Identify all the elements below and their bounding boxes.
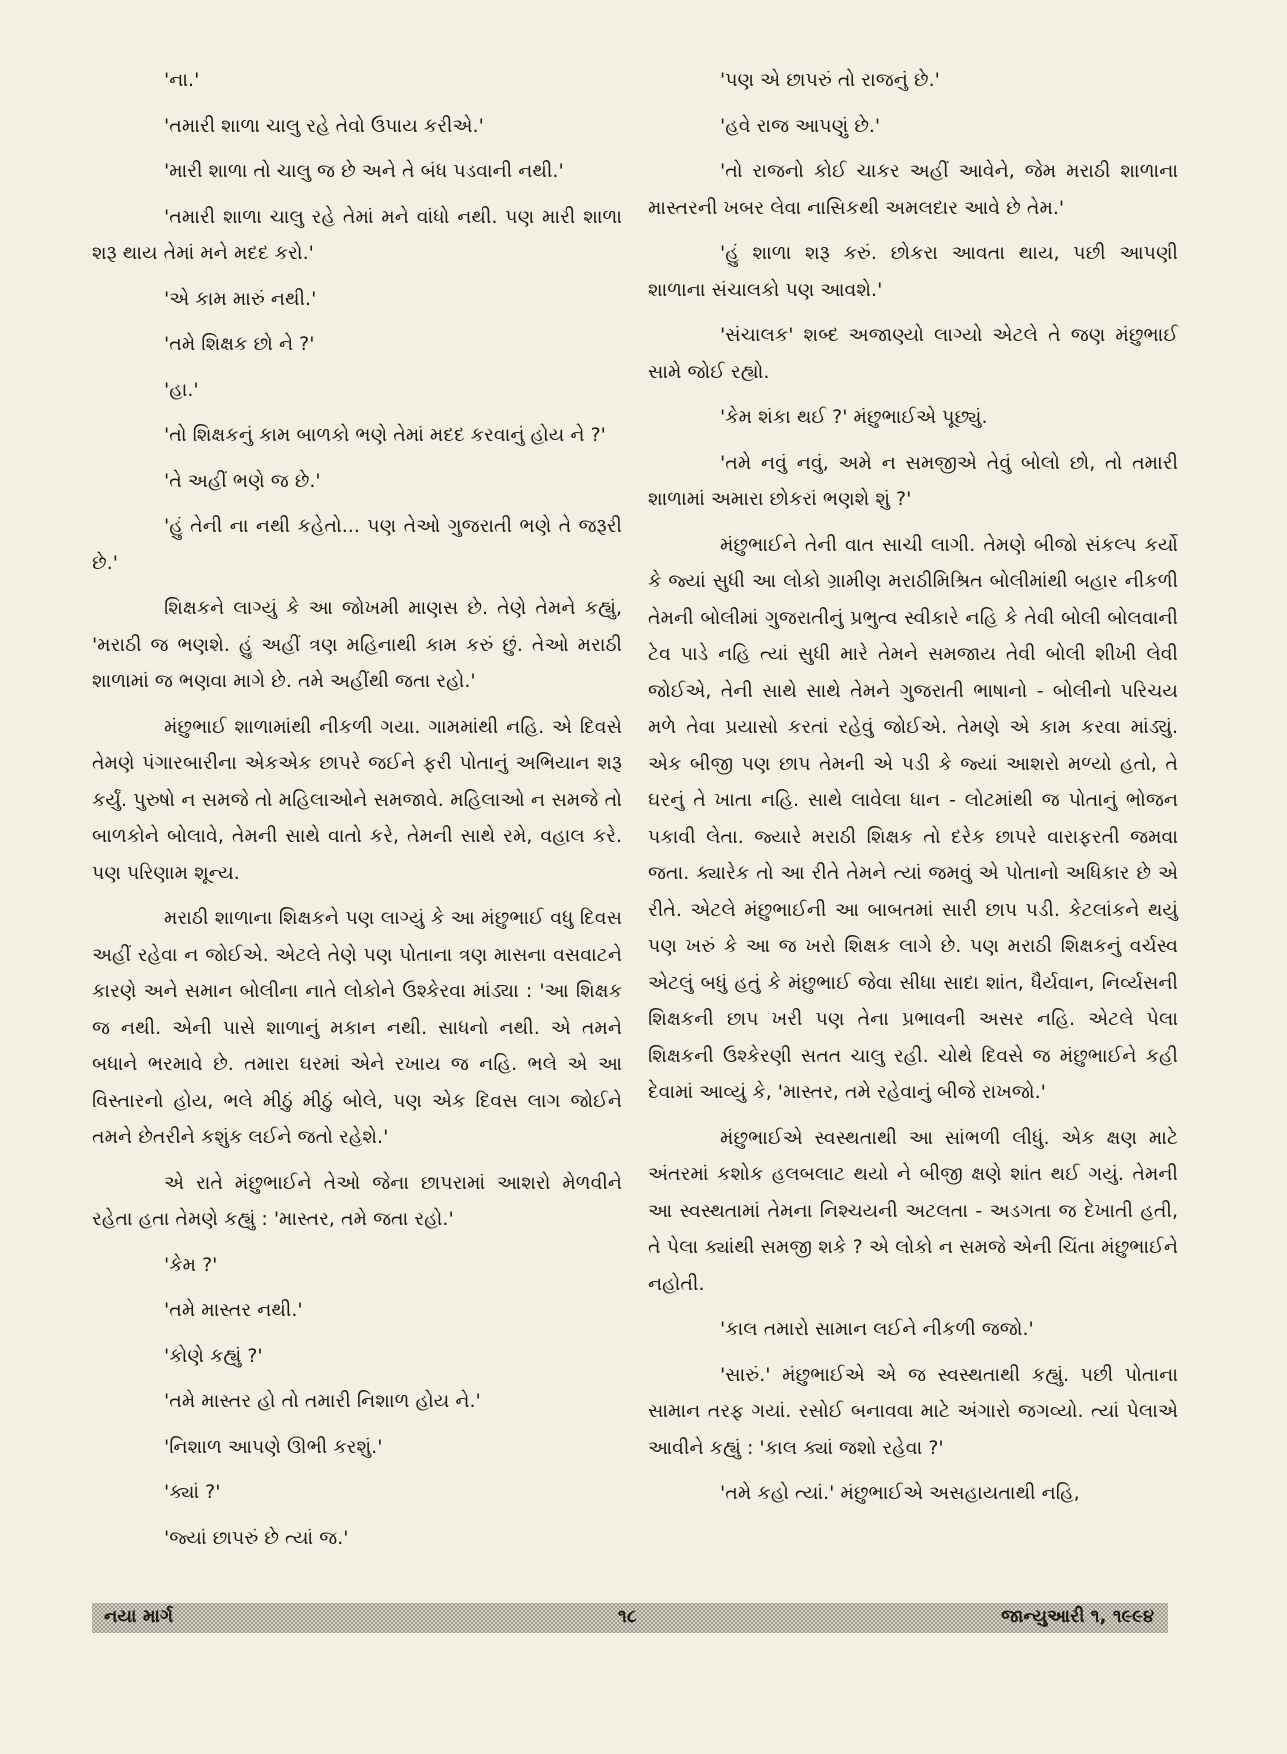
paragraph: 'તો રાજનો કોઈ ચાકર અહીં આવેને, જેમ મરાઠી શાળાના માસ્તરની ખબર લેવા નાસિકથી અમલદાર આવે છે તેમ.': [648, 160, 1178, 219]
paragraph: 'મારી શાળા તો ચાલુ જ છે અને તે બંધ પડવાની નથી.': [164, 160, 564, 182]
paragraph: 'તમે નવું નવું, અમે ન સમજીએ તેવું બોલો છો, તો તમારી શાળામાં અમારા છોકરાં ભણશે શું ?': [648, 451, 1178, 510]
paragraph: 'તમે માસ્તર નથી.': [164, 1299, 303, 1321]
paragraph: 'તમે શિક્ષક છો ને ?': [164, 333, 315, 355]
paragraph: 'ક્યાં ?': [164, 1481, 221, 1503]
paragraph: 'તમારી શાળા ચાલુ રહે તેમાં મને વાંધો નથી. પણ મારી શાળા શરૂ થાય તેમાં મને મદદ કરો.': [92, 205, 622, 264]
page-footer: [92, 1603, 1168, 1633]
paragraph: શિક્ષકને લાગ્યું કે આ જોખમી માણસ છે. તેણે તેમને કહ્યું, 'મરાઠી જ ભણશે. હું અહીં ત્રણ મહિનાથી કામ કરું છું. તેઓ મરાઠી શાળામાં જ ભણવા માગે છે. તમે અહીંથી જતા રહો.': [92, 597, 622, 692]
paragraph: 'તો શિક્ષકનું કામ બાળકો ભણે તેમાં મદદ કરવાનું હોય ને ?': [164, 424, 606, 446]
paragraph: 'સારું.' મંછુભાઈએ એ જ સ્વસ્થતાથી કહ્યું. પછી પોતાના સામાન તરફ ગયાં. રસોઈ બનાવવા માટે અંગારો જગવ્યો. ત્યાં પેલાએ આવીને કહ્યું : 'કાલ ક્યાં જશો રહેવા ?': [648, 1363, 1178, 1459]
paragraph: 'કાલ તમારો સામાન લઈને નીકળી જજો.': [720, 1318, 1034, 1340]
paragraph: મંછુભાઈએ સ્વસ્થતાથી આ સાંભળી લીધું. એક ક્ષણ માટે અંતરમાં કશોક હલબલાટ થયો ને બીજી ક્ષણે શાંત થઈ ગયું. તેમની આ સ્વસ્થતામાં તેમના નિશ્ચયની અટલતા - અડગતા જ દેખાતી હતી, તે પેલા ક્યાંથી સમજી શકે ? એ લોકો ન સમજે એની ચિંતા મંછુભાઈને નહોતી.: [648, 1126, 1178, 1295]
page-number: ૧૮: [618, 1606, 637, 1627]
paragraph: 'તમારી શાળા ચાલુ રહે તેવો ઉપાય કરીએ.': [164, 114, 484, 137]
paragraph: 'તે અહીં ભણે જ છે.': [164, 469, 321, 492]
paragraph: 'જ્યાં છાપરું છે ત્યાં જ.': [164, 1526, 349, 1549]
paragraph: 'હું તેની ના નથી કહેતો... પણ તેઓ ગુજરાતી ભણે તે જરૂરી છે.': [92, 515, 622, 574]
right-column: [648, 62, 1178, 1521]
paragraph: 'કેમ શંકા થઈ ?' મંછુભાઈએ પૂછ્યું.: [720, 406, 988, 428]
paragraph: 'હવે રાજ આપણું છે.': [720, 114, 881, 137]
paragraph: 'એ કામ મારું નથી.': [164, 287, 317, 310]
paragraph: મરાઠી શાળાના શિક્ષકને પણ લાગ્યું કે આ મંછુભાઈ વધુ દિવસ અહીં રહેવા ન જોઈએ. એટલે તેણે પણ પોતાના ત્રણ માસના વસવાટને કારણે અને સમાન બોલીના નાતે લોકોને ઉશ્કેરવા માંડ્યા : 'આ શિક્ષક જ નથી. એની પાસે શાળાનું મકાન નથી. સાધનો નથી. એ તમને બધાને ભરમાવે છે. તમારા ઘરમાં એને રખાય જ નહિ. ભલે એ આ વિસ્તારનો હોય, ભલે મીઠું મીઠું બોલે, પણ એક દિવસ લાગ જોઈને તમને છેતરીને કશુંક લઈને જતો રહેશે.': [92, 907, 622, 1148]
left-column: [92, 62, 622, 1565]
paragraph: એ રાતે મંછુભાઈને તેઓ જેના છાપરામાં આશરો મેળવીને રહેતા હતા તેમણે કહ્યું : 'માસ્તર, તમે જતા રહો.': [92, 1171, 622, 1230]
paragraph: 'કોણે કહ્યું ?': [164, 1344, 263, 1367]
paragraph: 'ના.': [164, 69, 200, 91]
magazine-name: નયા માર્ગ: [104, 1606, 174, 1627]
paragraph: 'તમે કહો ત્યાં.' મંછુભાઈએ અસહાયતાથી નહિ,: [720, 1482, 1080, 1504]
paragraph: 'હા.': [164, 378, 199, 401]
paragraph: 'હું શાળા શરૂ કરું. છોકરા આવતા થાય, પછી આપણી શાળાના સંચાલકો પણ આવશે.': [648, 242, 1178, 301]
paragraph: 'કેમ ?': [164, 1253, 218, 1276]
paragraph: 'નિશાળ આપણે ઊભી કરશું.': [164, 1435, 383, 1458]
paragraph: મંછુભાઈને તેની વાત સાચી લાગી. તેમણે બીજો સંકલ્પ કર્યો કે જ્યાં સુધી આ લોકો ગ્રામીણ મરાઠીમિશ્રિત બોલીમાંથી બહાર નીકળી તેમની બોલીમાં ગુજરાતીનું પ્રભુત્વ સ્વીકારે નહિ કે તેવી બોલી બોલવાની ટેવ પાડે નહિ ત્યાં સુધી મારે તેમને સમજાય તેવી બોલી શીખી લેવી જોઈએ, તેની સાથે સાથે તેમને ગુજરાતી ભાષાનો - બોલીનો પરિચય મળે તેવા પ્રયાસો કરતાં રહેવું જોઈએ. તેમણે એ કામ કરવા માંડ્યું. એક બીજી પણ છાપ તેમની એ પડી કે જ્યાં આશરો મળ્યો હતો, તે ઘરનું તે ખાતા નહિ. સાથે લાવેલા ધાન - લોટમાંથી જ પોતાનું ભોજન પકાવી લેતા. જ્યારે મરાઠી શિક્ષક તો દરેક છાપરે વારાફરતી જમવા જતા. ક્યારેક તો આ રીતે તેમને ત્યાં જમવું એ પોતાનો અધિકાર છે એ રીતે. એટલે મંછુભાઈની આ બાબતમાં સારી છાપ પડી. કેટલાંકને થયું પણ ખરું કે આ જ ખરો શિક્ષક લાગે છે. પણ મરાઠી શિક્ષકનું વર્ચસ્વ એટલું બધું હતું કે મંછુભાઈ જેવા સીધા સાદા શાંત, ધૈર્યવાન, નિર્વ્યસની શિક્ષકની છાપ ખરી પણ તેના પ્રભાવની અસર નહિ. એટલે પેલા શિક્ષકની ઉશ્કેરણી સતત ચાલુ રહી. ચોથે દિવસે જ મંછુભાઈને કહી દેવામાં આવ્યું કે, 'માસ્તર, તમે રહેવાનું બીજે રાખજો.': [648, 533, 1178, 1103]
paragraph: 'તમે માસ્તર હો તો તમારી નિશાળ હોય ને.': [164, 1390, 481, 1412]
paragraph: 'સંચાલક' શબ્દ અજાણ્યો લાગ્યો એટલે તે જણ મંછુભાઈ સામે જોઈ રહ્યો.: [648, 324, 1178, 383]
issue-date: જાન્યુઆરી ૧, ૧૯૯૪: [1001, 1606, 1154, 1627]
paragraph: મંછુભાઈ શાળામાંથી નીકળી ગયા. ગામમાંથી નહિ. એ દિવસે તેમણે પંગારબારીના એકએક છાપરે જઈને ફરી પોતાનું અભિયાન શરૂ કર્યું. પુરુષો ન સમજે તો મહિલાઓને સમજાવે. મહિલાઓ ન સમજે તો બાળકોને બોલાવે, તેમની સાથે વાતો કરે, તેમની સાથે રમે, વહાલ કરે. પણ પરિણામ શૂન્ય.: [92, 715, 622, 884]
paragraph: 'પણ એ છાપરું તો રાજનું છે.': [720, 69, 940, 91]
